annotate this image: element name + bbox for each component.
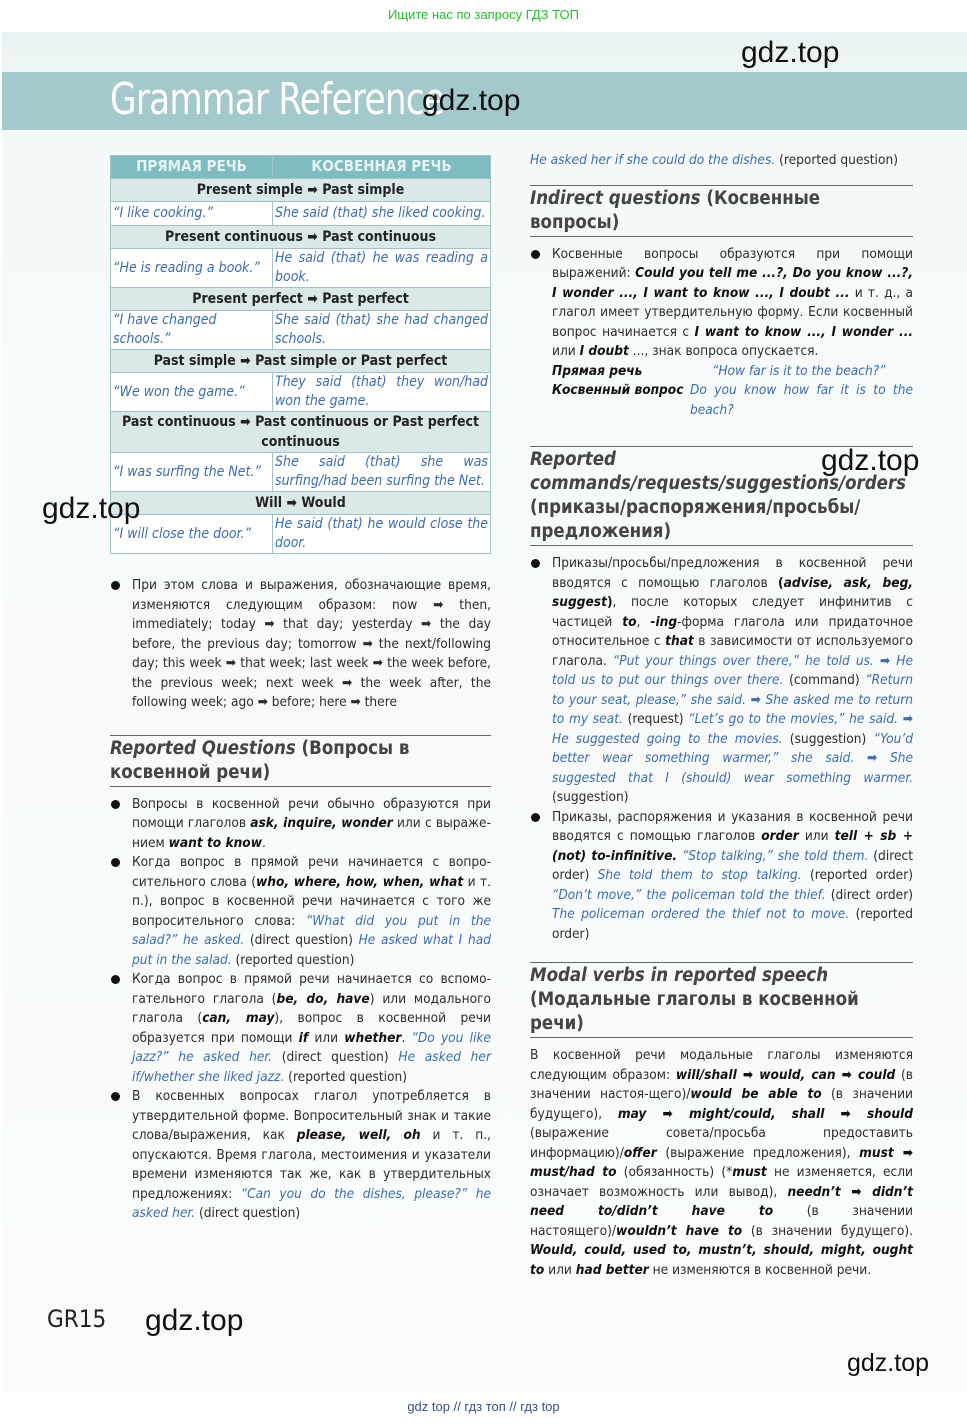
section-heading-indirect-questions — [530, 185, 913, 237]
text-segment: must ➡ must/had to — [530, 1144, 914, 1180]
text-segment: (Косвенные вопросы) — [530, 187, 821, 233]
direct-example: “I was surfing the Net.” — [111, 453, 273, 492]
bullet-item — [530, 808, 913, 945]
text-segment: (reported order) — [801, 867, 913, 883]
indirect-question-example — [530, 362, 913, 421]
text-segment: Could you tell me ...?, Do you know ...?, I wonder ..., I want to know ..., I doubt ... — [552, 265, 913, 301]
watermark: gdz.top — [145, 1304, 244, 1337]
header-direct-speech: ПРЯМАЯ РЕЧЬ — [111, 156, 273, 179]
text-segment: “Return to your seat, please,” she said. ➡ She asked me to return to my seat. — [552, 672, 913, 727]
text-segment: “Do you like jazz?” he asked her. — [132, 1029, 491, 1065]
text-segment: tell + sb + (not) to-infinitive. — [552, 828, 913, 864]
text-segment: (command) — [783, 672, 866, 688]
text-segment: Приказы, распоряжения и указания в косвенной речи вводятся с помощью глаголов — [552, 808, 913, 844]
text-segment: не изменяются в косвенной речи. — [648, 1261, 872, 1278]
indirect-questions-list — [530, 245, 913, 362]
text-segment: ask, inquire, wonder — [250, 815, 393, 831]
text-segment: или — [552, 343, 580, 359]
direct-example: “I will close the door.” — [111, 515, 273, 554]
tense-rule: Present continuous ➡ Past continuous — [111, 226, 491, 249]
example-row — [111, 515, 491, 554]
example-row — [111, 453, 491, 492]
text-segment: “Can you do the dishes, please?” he asked her. — [132, 1185, 491, 1221]
reported-example: She said (that) she had changed schools. — [273, 311, 491, 350]
text-segment: order — [761, 828, 799, 844]
direct-label: Прямая речь — [552, 362, 643, 379]
tense-shift-table — [110, 155, 491, 554]
text-segment: Reported Questions — [110, 737, 296, 759]
example-row — [111, 202, 491, 226]
header-reported-speech: КОСВЕННАЯ РЕЧЬ — [273, 156, 491, 179]
text-segment: He asked what I had put in the salad. — [132, 932, 491, 968]
text-segment: (direct order) — [825, 886, 913, 903]
text-segment: (reported question) — [284, 1068, 408, 1085]
text-segment: “Don’t move,” the policeman told the thief. — [552, 886, 826, 903]
text-segment: be, do, have — [276, 990, 370, 1007]
bullet-item — [110, 970, 491, 1087]
text-segment: (direct question) — [272, 1049, 399, 1065]
text-segment: или — [798, 828, 835, 844]
direct-example: “I have changed schools.” — [111, 311, 273, 350]
text-segment: (выражение предложения), — [656, 1144, 860, 1161]
text-segment: “Stop talking,” she told them. — [681, 847, 869, 864]
direct-example: “We won the game.” — [111, 373, 273, 412]
left-column — [110, 155, 491, 1224]
indirect-label: Косвенный вопрос — [552, 382, 684, 398]
text-segment: (suggestion) — [782, 730, 874, 747]
text-segment: Приказы/просьбы/предложения в косвенной речи вводятся с помощью глаголов — [552, 555, 913, 591]
text-segment: (reported order) — [552, 906, 914, 942]
text-segment: . — [401, 1029, 412, 1046]
direct-example: “I like cooking.” — [111, 202, 273, 226]
footer-links[interactable]: gdz top // гдз топ // гдз top — [407, 1399, 560, 1414]
example-row — [111, 373, 491, 412]
text-segment: I doubt — [579, 343, 629, 359]
text-segment: Reported commands/requests/suggestions/orders — [530, 449, 907, 494]
text-segment: При этом слова и выражения, обозначающие время, изменяются следующим образом: now ➡ then, immediately; today ➡ that day; yesterday ➡ the day before, the previous day; tomorrow ➡ the next/following day; this week ➡ that week; last week ➡ the week before, the previous week; next week ➡ the week after, the following week; ago ➡ before; here ➡ there — [132, 577, 491, 710]
tense-rule: Present simple ➡ Past simple — [111, 179, 491, 202]
watermark: gdz.top — [847, 1349, 930, 1377]
bullet-item — [110, 1087, 491, 1224]
reported-example: She said (that) she was surfing/had been surfing the Net. — [273, 453, 491, 492]
text-segment: had better — [575, 1261, 649, 1278]
text-segment: He asked her if/whether she liked jazz. — [132, 1049, 491, 1085]
text-segment: (direct question) — [195, 1205, 301, 1221]
text-segment: (direct order) — [552, 847, 913, 883]
text-segment: wouldn’t have to — [616, 1222, 743, 1239]
text-segment: (в значении настоящего)/ — [530, 1203, 914, 1239]
text-segment: that — [665, 633, 694, 649]
text-segment: Косвенные вопросы образуются при помощи выражений: — [552, 245, 913, 281]
bullet-item — [530, 245, 913, 362]
text-segment: . — [262, 834, 266, 851]
text-segment: may ➡ might/could, shall ➡ should — [617, 1105, 913, 1122]
section-heading-modal-verbs — [530, 962, 913, 1038]
text-segment: (suggestion) — [552, 789, 629, 805]
bullet-item — [110, 795, 491, 854]
tense-rule: Past continuous ➡ Past continuous or Past perfect continuous — [111, 412, 491, 453]
text-segment: -ing — [650, 613, 678, 630]
text-segment: (request) — [622, 711, 689, 727]
text-segment: whether — [344, 1029, 402, 1046]
section-heading-reported-questions — [110, 735, 491, 787]
text-segment: Indirect questions — [530, 187, 701, 209]
tense-rule: Past simple ➡ Past simple or Past perfect — [111, 350, 491, 373]
search-notice: Ищите нас по запросу ГДЗ ТОП — [388, 7, 579, 22]
text-segment: (приказы/распоряжения/просьбы/предложения) — [530, 497, 861, 542]
text-segment: He asked her if she could do the dishes. — [530, 152, 776, 168]
page-title: Grammar Reference — [110, 74, 445, 125]
text-segment: offer — [623, 1144, 657, 1161]
text-segment: “Let’s go to the movies,” he said. ➡ He suggested going to the movies. — [552, 711, 913, 747]
bullet-item — [110, 853, 491, 970]
text-segment: (reported question) — [775, 152, 898, 168]
text-segment: “What did you put in the salad?” he asked. — [132, 912, 491, 948]
text-segment: Would, could, used to, mustn’t, should, might, ought to — [530, 1242, 913, 1278]
time-expressions-list — [110, 576, 491, 713]
example-row — [111, 311, 491, 350]
text-segment: “You’d better wear something warmer,” she said. ➡ She suggested that I (should) wear something warmer. — [552, 730, 913, 786]
text-segment: who, where, how, when, what — [256, 873, 464, 890]
text-segment: В косвенной речи модальные глаголы изменяются следующим образом: — [530, 1047, 913, 1083]
text-segment: (в значении будущего). — [742, 1222, 913, 1239]
text-segment: She told them to stop talking. — [597, 867, 802, 883]
reported-example: He said (that) he was reading a book. — [273, 249, 491, 288]
text-segment: ..., знак вопроса опускается. — [628, 343, 819, 359]
text-segment: не изменяется, если означает возможность или вывод), — [530, 1164, 913, 1200]
text-segment: (reported question) — [231, 951, 355, 968]
watermark: gdz.top — [422, 84, 521, 117]
reported-example: They said (that) they won/had won the game. — [273, 373, 491, 412]
text-segment: please, well, oh — [296, 1127, 421, 1143]
reported-example: She said (that) she liked cooking. — [273, 202, 491, 226]
text-segment: can, may — [202, 1010, 275, 1026]
text-segment: , — [636, 613, 651, 630]
watermark: gdz.top — [741, 36, 840, 69]
watermark: gdz.top — [42, 492, 141, 525]
text-segment: , после которых следует инфинитив с частицей — [552, 594, 913, 630]
text-segment: и т. п.), вопрос в косвенной речи начинается с того же вопросительного слова: — [132, 873, 492, 929]
reported-commands-list — [530, 554, 913, 944]
text-segment: (Вопросы в косвенной речи) — [110, 737, 410, 783]
text-segment: if — [298, 1029, 309, 1046]
example-row — [111, 249, 491, 288]
text-segment: will/shall ➡ would, can ➡ could — [675, 1066, 896, 1083]
text-segment: must — [732, 1164, 767, 1180]
text-segment: I want to know ..., I wonder ... — [694, 323, 913, 340]
text-segment: Modal verbs in reported speech — [530, 965, 829, 986]
watermark: gdz.top — [821, 444, 920, 477]
intro-example — [530, 151, 913, 171]
tense-rule: Will ➡ Would — [111, 492, 491, 515]
direct-example: “He is reading a book.” — [111, 249, 273, 288]
modal-verbs-text — [530, 1046, 913, 1280]
text-segment: (в значении настоя-щего)/ — [530, 1066, 913, 1102]
bullet-item — [110, 576, 491, 713]
text-segment: ) — [606, 594, 613, 610]
text-segment: (Модальные глаголы в косвенной речи) — [530, 989, 859, 1034]
text-segment: want to know — [168, 834, 262, 851]
text-segment: advise, ask, beg, suggest — [552, 574, 913, 610]
reported-questions-list — [110, 795, 491, 1224]
text-segment: Когда вопрос в прямой речи начинается со вспомо-гательного глагола ( — [132, 971, 491, 1007]
text-segment: needn’t ➡ didn’t need to/didn’t have to — [530, 1183, 913, 1219]
text-segment: (выражение совета/просьба предоставить информацию)/ — [530, 1125, 913, 1161]
text-segment: в зависимости от используемого глагола. — [552, 633, 913, 669]
text-segment: Когда вопрос в прямой речи начинается с вопро-сительного слова ( — [132, 854, 491, 890]
text-segment: или — [308, 1029, 345, 1046]
text-segment: и т. д., а глагол имеет утвердительную форму. Если косвенный вопрос начинается с — [552, 284, 914, 340]
text-segment: ( — [778, 574, 784, 591]
page-number: GR15 — [47, 1305, 107, 1333]
text-segment: В косвенных вопросах глагол употребляется в утвердительной форме. Вопросительный знак и такие слова/выражения, как — [132, 1088, 491, 1143]
text-segment: would be able to — [690, 1086, 822, 1102]
text-segment: -форма глагола или придаточное относительное с — [552, 613, 913, 649]
text-segment: или с выраже-нием — [132, 815, 491, 851]
bullet-item — [530, 554, 913, 808]
text-segment: (direct question) — [244, 932, 359, 948]
reported-example: He said (that) he would close the door. — [273, 515, 491, 554]
text-segment: и т. п., опускаются. Время глагола, местоимения и указатели времени изменяются так же, как в утвердительных предложениях: — [132, 1127, 491, 1202]
indirect-example: Do you know how far it is to the beach? — [690, 382, 913, 418]
text-segment: ), вопрос в косвенной речи образуется при помощи — [132, 1010, 491, 1046]
text-segment: Вопросы в косвенной речи обычно образуются при помощи глаголов — [132, 795, 491, 831]
text-segment: “Put your things over there,” he told us. ➡ He told us to put our things over there. — [552, 652, 913, 688]
text-segment: (в значении будущего), — [530, 1086, 913, 1122]
text-segment: to — [622, 613, 637, 630]
tense-rule: Present perfect ➡ Past perfect — [111, 288, 491, 311]
right-column — [530, 151, 913, 1280]
text-segment: ) или модального глагола ( — [132, 990, 491, 1026]
text-segment: The policeman ordered the thief not to move. — [552, 906, 850, 922]
text-segment: или — [544, 1261, 576, 1278]
text-segment: (обязанность) (* — [616, 1164, 733, 1180]
direct-example: “How far is it to the beach?” — [712, 362, 886, 379]
